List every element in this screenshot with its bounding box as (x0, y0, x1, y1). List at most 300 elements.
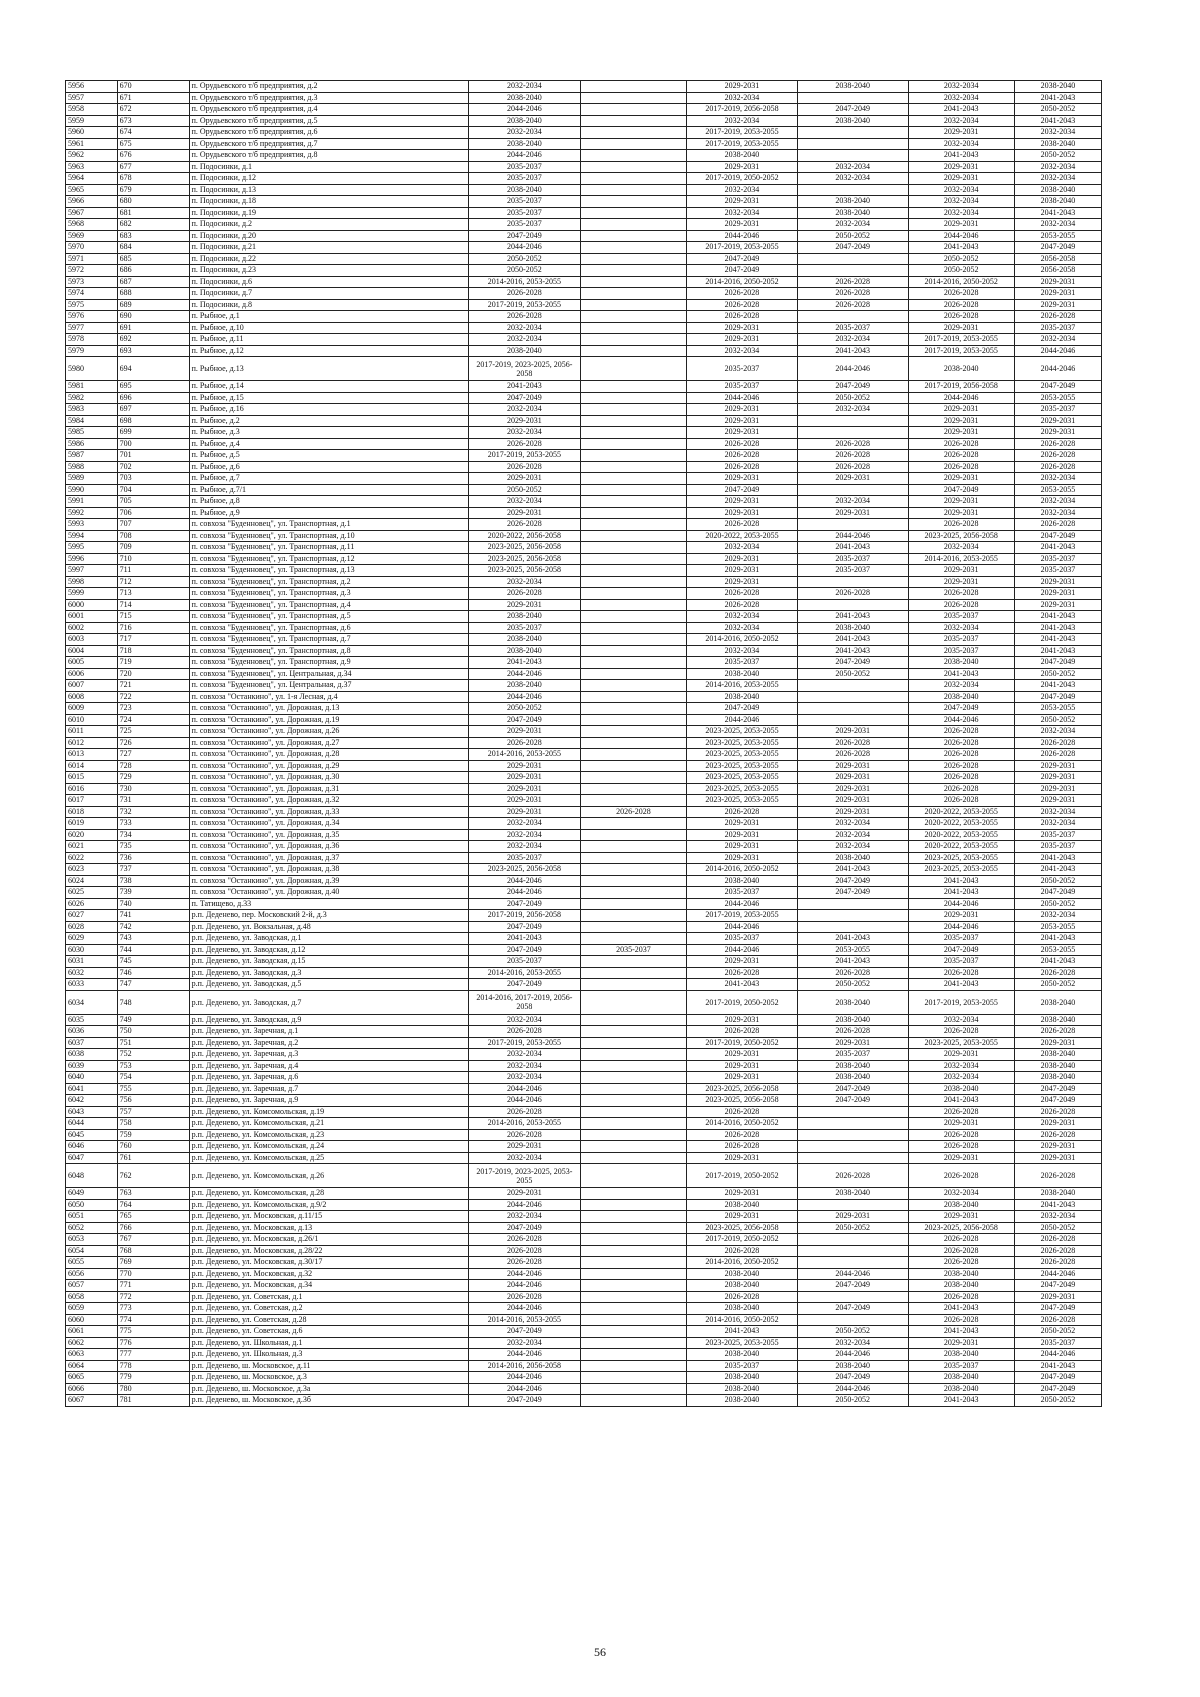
cell-row-number: 5982 (66, 392, 118, 404)
cell-term-6: 2041-2043 (1014, 933, 1101, 945)
cell-term-1: 2020-2022, 2056-2058 (468, 530, 580, 542)
cell-term-5: 2044-2046 (908, 898, 1014, 910)
table-row (66, 634, 1102, 646)
table-row (66, 1383, 1102, 1395)
cell-row-number: 5969 (66, 230, 118, 242)
cell-term-4: 2029-2031 (797, 795, 908, 807)
cell-term-1: 2026-2028 (468, 1106, 580, 1118)
cell-row-number: 5970 (66, 242, 118, 254)
table-row (66, 668, 1102, 680)
cell-term-6: 2053-2055 (1014, 921, 1101, 933)
cell-address: р.п. Деденево, ул. Московская, д.13 (189, 1222, 468, 1234)
cell-term-5: 2029-2031 (908, 415, 1014, 427)
cell-term-4: 2026-2028 (797, 967, 908, 979)
table-row (66, 783, 1102, 795)
cell-term-6: 2029-2031 (1014, 276, 1101, 288)
cell-term-5: 2026-2028 (908, 1141, 1014, 1153)
table-row (66, 657, 1102, 669)
cell-row-number: 5963 (66, 161, 118, 173)
cell-term-5: 2038-2040 (908, 1199, 1014, 1211)
table-row (66, 461, 1102, 473)
cell-address: п. Подосинки, д.21 (189, 242, 468, 254)
cell-term-3: 2029-2031 (687, 1072, 798, 1084)
cell-term-6: 2053-2055 (1014, 703, 1101, 715)
cell-term-6: 2038-2040 (1014, 990, 1101, 1014)
cell-term-3: 2035-2037 (687, 357, 798, 381)
cell-term-3: 2041-2043 (687, 1326, 798, 1338)
cell-item-number: 672 (117, 104, 189, 116)
cell-address: п. совхоза "Буденновец", ул. Транспортная, д.13 (189, 565, 468, 577)
cell-term-4: 2044-2046 (797, 1383, 908, 1395)
cell-term-3: 2038-2040 (687, 691, 798, 703)
cell-term-3: 2014-2016, 2050-2052 (687, 634, 798, 646)
cell-term-1: 2029-2031 (468, 806, 580, 818)
cell-term-1: 2023-2025, 2056-2058 (468, 553, 580, 565)
cell-term-3: 2026-2028 (687, 1141, 798, 1153)
cell-term-6: 2032-2034 (1014, 726, 1101, 738)
cell-term-2 (580, 680, 686, 692)
cell-address: п. совхоза "Буденновец", ул. Транспортная, д.11 (189, 542, 468, 554)
cell-term-5: 2014-2016, 2053-2055 (908, 553, 1014, 565)
cell-term-4 (797, 1234, 908, 1246)
cell-term-3: 2029-2031 (687, 404, 798, 416)
cell-term-5: 2029-2031 (908, 1152, 1014, 1164)
cell-term-2 (580, 1372, 686, 1384)
table-row (66, 1372, 1102, 1384)
cell-term-4: 2035-2037 (797, 553, 908, 565)
cell-term-2 (580, 1152, 686, 1164)
cell-term-2 (580, 1014, 686, 1026)
cell-item-number: 737 (117, 864, 189, 876)
cell-item-number: 759 (117, 1129, 189, 1141)
cell-term-1: 2044-2046 (468, 1303, 580, 1315)
cell-term-1: 2041-2043 (468, 381, 580, 393)
cell-term-2 (580, 1349, 686, 1361)
cell-term-5: 2026-2028 (908, 1129, 1014, 1141)
table-row (66, 1060, 1102, 1072)
cell-row-number: 5999 (66, 588, 118, 600)
cell-address: п. совхоза "Останкино", ул. Дорожная, д.39 (189, 875, 468, 887)
cell-address: п. совхоза "Останкино", ул. 1-я Лесная, д.4 (189, 691, 468, 703)
table-row (66, 230, 1102, 242)
cell-item-number: 757 (117, 1106, 189, 1118)
cell-term-1: 2029-2031 (468, 795, 580, 807)
cell-item-number: 701 (117, 450, 189, 462)
cell-item-number: 718 (117, 645, 189, 657)
table-row (66, 1129, 1102, 1141)
cell-row-number: 6036 (66, 1026, 118, 1038)
cell-row-number: 5996 (66, 553, 118, 565)
cell-term-5: 2032-2034 (908, 1188, 1014, 1200)
cell-item-number: 775 (117, 1326, 189, 1338)
cell-term-1: 2047-2049 (468, 921, 580, 933)
cell-address: п. Рыбное, д.8 (189, 496, 468, 508)
cell-term-1: 2014-2016, 2053-2055 (468, 1118, 580, 1130)
cell-term-4 (797, 599, 908, 611)
cell-row-number: 6023 (66, 864, 118, 876)
cell-term-5: 2032-2034 (908, 542, 1014, 554)
table-row (66, 92, 1102, 104)
cell-term-1: 2017-2019, 2053-2055 (468, 299, 580, 311)
cell-term-5: 2020-2022, 2053-2055 (908, 818, 1014, 830)
cell-term-5: 2029-2031 (908, 910, 1014, 922)
cell-term-3: 2020-2022, 2053-2055 (687, 530, 798, 542)
cell-term-3: 2017-2019, 2053-2055 (687, 138, 798, 150)
cell-term-5: 2032-2034 (908, 184, 1014, 196)
cell-term-3: 2044-2046 (687, 898, 798, 910)
cell-term-5: 2026-2028 (908, 772, 1014, 784)
cell-term-3: 2035-2037 (687, 933, 798, 945)
cell-address: п. совхоза "Буденновец", ул. Транспортная, д.8 (189, 645, 468, 657)
table-row (66, 714, 1102, 726)
table-row (66, 357, 1102, 381)
cell-row-number: 6047 (66, 1152, 118, 1164)
cell-row-number: 6016 (66, 783, 118, 795)
cell-term-2 (580, 519, 686, 531)
cell-address: п. совхоза "Буденновец", ул. Транспортная, д.7 (189, 634, 468, 646)
cell-term-1: 2032-2034 (468, 841, 580, 853)
cell-item-number: 674 (117, 127, 189, 139)
cell-term-5: 2032-2034 (908, 622, 1014, 634)
cell-term-2 (580, 404, 686, 416)
cell-item-number: 709 (117, 542, 189, 554)
cell-term-2 (580, 1222, 686, 1234)
cell-address: п. совхоза "Буденновец", ул. Центральная, д.34 (189, 668, 468, 680)
table-row (66, 104, 1102, 116)
cell-term-1: 2044-2046 (468, 1199, 580, 1211)
cell-term-6: 2029-2031 (1014, 415, 1101, 427)
cell-term-6: 2026-2028 (1014, 519, 1101, 531)
cell-term-5: 2047-2049 (908, 703, 1014, 715)
cell-term-3: 2026-2028 (687, 450, 798, 462)
table-row (66, 288, 1102, 300)
cell-term-4: 2038-2040 (797, 622, 908, 634)
cell-row-number: 5967 (66, 207, 118, 219)
cell-term-1: 2047-2049 (468, 392, 580, 404)
cell-term-5: 2032-2034 (908, 115, 1014, 127)
cell-term-4 (797, 253, 908, 265)
cell-term-1: 2032-2034 (468, 576, 580, 588)
cell-address: р.п. Деденево, ул. Заводская, д.7 (189, 990, 468, 1014)
cell-term-1: 2044-2046 (468, 104, 580, 116)
table-row (66, 1037, 1102, 1049)
cell-term-1: 2032-2034 (468, 829, 580, 841)
cell-term-6: 2047-2049 (1014, 1372, 1101, 1384)
table-row (66, 242, 1102, 254)
cell-row-number: 6021 (66, 841, 118, 853)
cell-term-3: 2032-2034 (687, 542, 798, 554)
cell-term-1: 2044-2046 (468, 242, 580, 254)
cell-term-6: 2038-2040 (1014, 1188, 1101, 1200)
cell-item-number: 780 (117, 1383, 189, 1395)
cell-address: р.п. Деденево, ул. Комсомольская, д.28 (189, 1188, 468, 1200)
table-row (66, 1141, 1102, 1153)
cell-term-6: 2047-2049 (1014, 1280, 1101, 1292)
cell-address: р.п. Деденево, ул. Комсомольская, д.24 (189, 1141, 468, 1153)
cell-term-1: 2029-2031 (468, 473, 580, 485)
cell-term-3: 2023-2025, 2053-2055 (687, 772, 798, 784)
cell-term-6: 2050-2052 (1014, 1222, 1101, 1234)
cell-term-5: 2029-2031 (908, 1337, 1014, 1349)
cell-term-6: 2026-2028 (1014, 311, 1101, 323)
cell-address: р.п. Деденево, ул. Московская, д.32 (189, 1268, 468, 1280)
cell-term-2 (580, 322, 686, 334)
cell-row-number: 6005 (66, 657, 118, 669)
cell-term-6: 2026-2028 (1014, 1026, 1101, 1038)
cell-item-number: 689 (117, 299, 189, 311)
cell-item-number: 700 (117, 438, 189, 450)
cell-term-1: 2047-2049 (468, 979, 580, 991)
table-row (66, 299, 1102, 311)
cell-row-number: 5985 (66, 427, 118, 439)
cell-term-4: 2032-2034 (797, 496, 908, 508)
cell-term-3: 2026-2028 (687, 311, 798, 323)
cell-row-number: 6027 (66, 910, 118, 922)
cell-term-6: 2032-2034 (1014, 1211, 1101, 1223)
cell-term-6: 2032-2034 (1014, 473, 1101, 485)
cell-term-3: 2038-2040 (687, 1199, 798, 1211)
table-row (66, 1268, 1102, 1280)
cell-address: р.п. Деденево, ул. Заводская, д.5 (189, 979, 468, 991)
cell-address: п. Рыбное, д.12 (189, 345, 468, 357)
cell-term-5: 2044-2046 (908, 392, 1014, 404)
cell-term-4: 2047-2049 (797, 104, 908, 116)
cell-item-number: 753 (117, 1060, 189, 1072)
cell-term-1: 2023-2025, 2056-2058 (468, 542, 580, 554)
cell-term-3: 2029-2031 (687, 161, 798, 173)
cell-term-3: 2029-2031 (687, 1188, 798, 1200)
cell-term-5: 2026-2028 (908, 1291, 1014, 1303)
cell-item-number: 682 (117, 219, 189, 231)
cell-item-number: 711 (117, 565, 189, 577)
cell-row-number: 6000 (66, 599, 118, 611)
cell-term-6: 2035-2037 (1014, 404, 1101, 416)
cell-term-3: 2023-2025, 2053-2055 (687, 749, 798, 761)
cell-row-number: 6043 (66, 1106, 118, 1118)
cell-term-2 (580, 1211, 686, 1223)
cell-item-number: 729 (117, 772, 189, 784)
cell-term-5: 2026-2028 (908, 749, 1014, 761)
cell-term-5: 2026-2028 (908, 1106, 1014, 1118)
cell-term-6: 2041-2043 (1014, 634, 1101, 646)
cell-address: п. совхоза "Останкино", ул. Дорожная, д.28 (189, 749, 468, 761)
cell-address: п. совхоза "Буденновец", ул. Транспортная, д.5 (189, 611, 468, 623)
cell-term-4: 2038-2040 (797, 852, 908, 864)
cell-term-5: 2026-2028 (908, 726, 1014, 738)
cell-term-2 (580, 565, 686, 577)
cell-term-4: 2026-2028 (797, 288, 908, 300)
cell-row-number: 6054 (66, 1245, 118, 1257)
cell-item-number: 750 (117, 1026, 189, 1038)
cell-term-2 (580, 1060, 686, 1072)
cell-item-number: 714 (117, 599, 189, 611)
cell-term-2 (580, 334, 686, 346)
cell-term-1: 2017-2019, 2053-2055 (468, 1037, 580, 1049)
cell-term-1: 2038-2040 (468, 645, 580, 657)
cell-term-2 (580, 956, 686, 968)
cell-item-number: 769 (117, 1257, 189, 1269)
cell-address: р.п. Деденево, ул. Заречная, д.4 (189, 1060, 468, 1072)
cell-item-number: 692 (117, 334, 189, 346)
cell-item-number: 699 (117, 427, 189, 439)
cell-item-number: 742 (117, 921, 189, 933)
cell-item-number: 685 (117, 253, 189, 265)
table-row (66, 173, 1102, 185)
cell-term-2 (580, 357, 686, 381)
cell-term-5: 2032-2034 (908, 81, 1014, 93)
table-row (66, 507, 1102, 519)
cell-term-6: 2026-2028 (1014, 438, 1101, 450)
cell-term-2 (580, 1188, 686, 1200)
cell-item-number: 727 (117, 749, 189, 761)
cell-row-number: 6003 (66, 634, 118, 646)
cell-term-5: 2026-2028 (908, 311, 1014, 323)
cell-address: р.п. Деденево, ул. Советская, д.2 (189, 1303, 468, 1315)
cell-term-4: 2044-2046 (797, 357, 908, 381)
cell-term-4: 2038-2040 (797, 1072, 908, 1084)
cell-term-3: 2038-2040 (687, 1372, 798, 1384)
cell-term-3: 2023-2025, 2056-2058 (687, 1095, 798, 1107)
cell-item-number: 760 (117, 1141, 189, 1153)
cell-term-1: 2038-2040 (468, 611, 580, 623)
cell-term-3: 2017-2019, 2050-2052 (687, 990, 798, 1014)
cell-term-6: 2038-2040 (1014, 81, 1101, 93)
cell-row-number: 6065 (66, 1372, 118, 1384)
cell-term-2 (580, 1164, 686, 1188)
table-row (66, 933, 1102, 945)
cell-term-4: 2050-2052 (797, 392, 908, 404)
cell-term-1: 2017-2019, 2023-2025, 2056-2058 (468, 357, 580, 381)
cell-term-5: 2041-2043 (908, 1326, 1014, 1338)
cell-row-number: 6040 (66, 1072, 118, 1084)
cell-row-number: 6030 (66, 944, 118, 956)
cell-term-5: 2023-2025, 2053-2055 (908, 1037, 1014, 1049)
cell-term-1: 2026-2028 (468, 588, 580, 600)
cell-address: п. Подосинки, д.1 (189, 161, 468, 173)
cell-term-5: 2032-2034 (908, 138, 1014, 150)
cell-item-number: 735 (117, 841, 189, 853)
cell-address: р.п. Деденево, ул. Заречная, д.7 (189, 1083, 468, 1095)
cell-term-3: 2047-2049 (687, 253, 798, 265)
cell-term-5: 2023-2025, 2056-2058 (908, 530, 1014, 542)
cell-term-6: 2038-2040 (1014, 196, 1101, 208)
cell-term-5: 2026-2028 (908, 1164, 1014, 1188)
cell-term-4: 2029-2031 (797, 1211, 908, 1223)
table-row (66, 864, 1102, 876)
cell-term-6: 2050-2052 (1014, 1326, 1101, 1338)
cell-address: п. Орудьевского т/б предприятия, д.2 (189, 81, 468, 93)
cell-term-3: 2038-2040 (687, 1349, 798, 1361)
cell-row-number: 5960 (66, 127, 118, 139)
table-row (66, 381, 1102, 393)
cell-term-2 (580, 1049, 686, 1061)
cell-address: п. Подосинки, д.7 (189, 288, 468, 300)
table-row (66, 1164, 1102, 1188)
cell-term-6: 2035-2037 (1014, 322, 1101, 334)
cell-term-4 (797, 1245, 908, 1257)
table-row (66, 1118, 1102, 1130)
cell-row-number: 5981 (66, 381, 118, 393)
cell-term-2 (580, 299, 686, 311)
cell-term-3: 2026-2028 (687, 519, 798, 531)
cell-item-number: 770 (117, 1268, 189, 1280)
cell-term-1: 2014-2016, 2056-2058 (468, 1360, 580, 1372)
table-row (66, 795, 1102, 807)
cell-term-6: 2029-2031 (1014, 576, 1101, 588)
cell-row-number: 6012 (66, 737, 118, 749)
cell-term-3: 2044-2046 (687, 944, 798, 956)
cell-term-3: 2044-2046 (687, 392, 798, 404)
cell-term-1: 2038-2040 (468, 92, 580, 104)
cell-address: п. Рыбное, д.2 (189, 415, 468, 427)
cell-term-6: 2053-2055 (1014, 484, 1101, 496)
cell-row-number: 6049 (66, 1188, 118, 1200)
cell-term-5: 2029-2031 (908, 322, 1014, 334)
cell-term-1: 2023-2025, 2056-2058 (468, 864, 580, 876)
cell-row-number: 5995 (66, 542, 118, 554)
cell-term-1: 2044-2046 (468, 1383, 580, 1395)
cell-term-6: 2050-2052 (1014, 898, 1101, 910)
table-row (66, 219, 1102, 231)
cell-row-number: 6037 (66, 1037, 118, 1049)
cell-term-4 (797, 265, 908, 277)
cell-address: п. совхоза "Останкино", ул. Дорожная, д.40 (189, 887, 468, 899)
cell-row-number: 6035 (66, 1014, 118, 1026)
cell-address: п. Подосинки, д.18 (189, 196, 468, 208)
cell-row-number: 5971 (66, 253, 118, 265)
cell-item-number: 762 (117, 1164, 189, 1188)
cell-term-6: 2050-2052 (1014, 1395, 1101, 1407)
cell-address: р.п. Деденево, ул. Заводская, д.9 (189, 1014, 468, 1026)
cell-term-4: 2044-2046 (797, 530, 908, 542)
cell-term-3: 2017-2019, 2053-2055 (687, 242, 798, 254)
cell-term-6: 2053-2055 (1014, 944, 1101, 956)
cell-term-6: 2038-2040 (1014, 1049, 1101, 1061)
cell-row-number: 6029 (66, 933, 118, 945)
table-row (66, 1106, 1102, 1118)
cell-term-1: 2035-2037 (468, 161, 580, 173)
table-row (66, 910, 1102, 922)
cell-term-3: 2026-2028 (687, 806, 798, 818)
cell-term-2 (580, 81, 686, 93)
cell-address: р.п. Деденево, ш. Московское, д.3а (189, 1383, 468, 1395)
cell-term-3: 2023-2025, 2056-2058 (687, 1222, 798, 1234)
cell-term-2 (580, 1291, 686, 1303)
cell-term-4: 2053-2055 (797, 944, 908, 956)
cell-term-6: 2032-2034 (1014, 806, 1101, 818)
cell-item-number: 744 (117, 944, 189, 956)
cell-term-4: 2038-2040 (797, 207, 908, 219)
cell-term-6: 2041-2043 (1014, 1199, 1101, 1211)
cell-term-6: 2029-2031 (1014, 588, 1101, 600)
cell-item-number: 768 (117, 1245, 189, 1257)
cell-term-4 (797, 910, 908, 922)
cell-term-2 (580, 1245, 686, 1257)
cell-item-number: 778 (117, 1360, 189, 1372)
cell-item-number: 698 (117, 415, 189, 427)
table-row (66, 967, 1102, 979)
cell-term-4: 2038-2040 (797, 1188, 908, 1200)
cell-address: п. совхоза "Останкино", ул. Дорожная, д.27 (189, 737, 468, 749)
cell-term-5: 2029-2031 (908, 565, 1014, 577)
cell-term-4: 2038-2040 (797, 1014, 908, 1026)
cell-address: р.п. Деденево, ул. Комсомольская, д.21 (189, 1118, 468, 1130)
cell-term-2 (580, 288, 686, 300)
cell-term-6: 2032-2034 (1014, 507, 1101, 519)
cell-term-6: 2032-2034 (1014, 818, 1101, 830)
cell-address: п. совхоза "Останкино", ул. Дорожная, д.38 (189, 864, 468, 876)
cell-term-5: 2035-2037 (908, 1360, 1014, 1372)
